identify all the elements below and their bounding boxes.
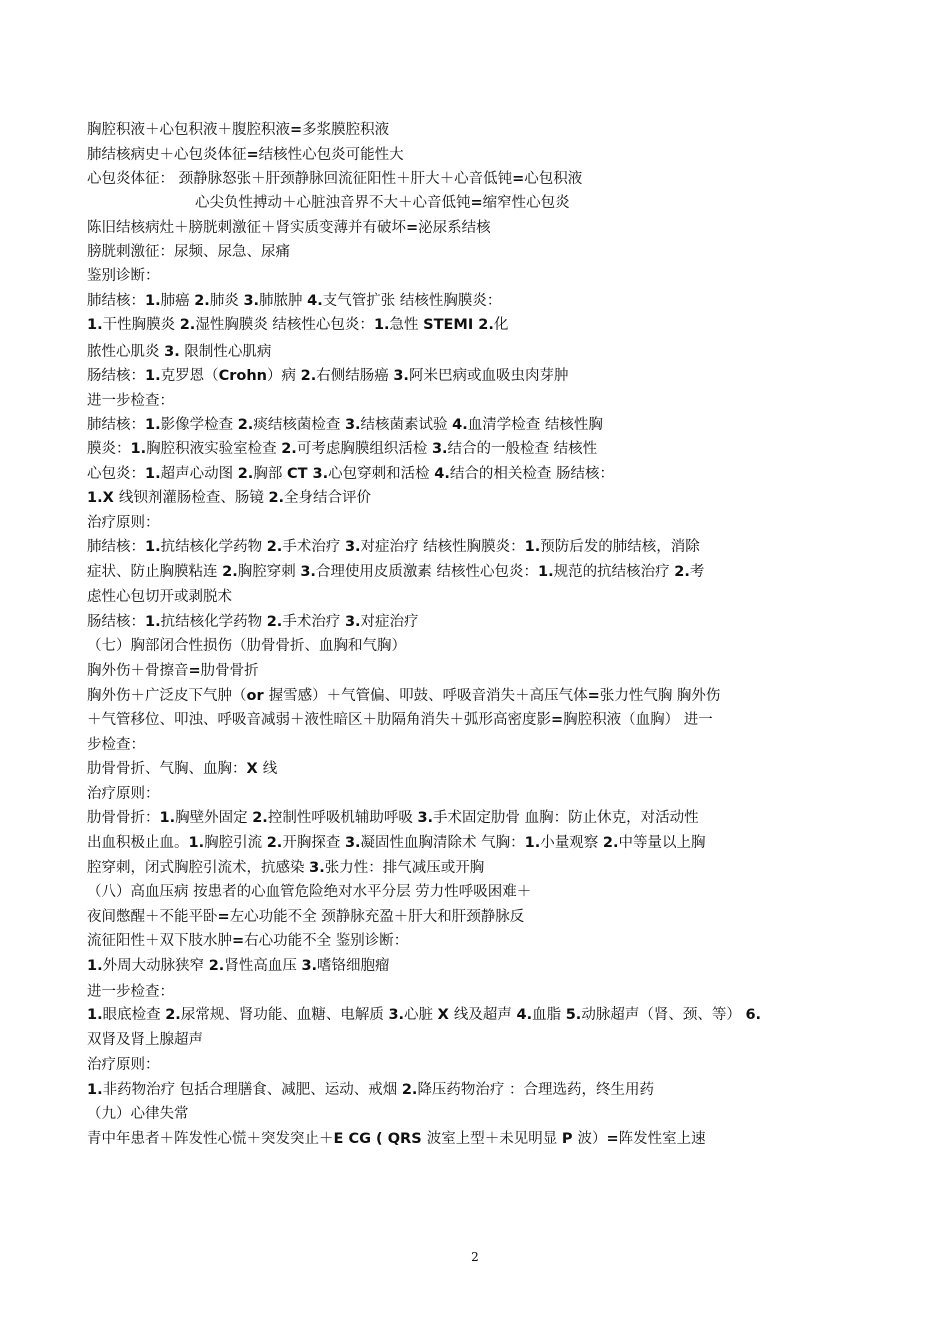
text-segment: 合理使用皮质激素 结核性心包炎： [315,564,539,580]
text-segment: 手术治疗 [282,614,345,630]
text-segment: 腔穿刺，闭式胸腔引流术，抗感染 [87,860,310,876]
text-segment: 心尖负性搏动＋心脏浊音界不大＋心音低钝 [195,195,471,211]
text-segment: 3. [344,417,361,433]
text-segment: 鉴别诊断： [87,268,160,284]
text-line [87,1078,654,1099]
text-segment: 2. [237,466,254,482]
text-segment: 虑性心包切开或剥脱术 [87,589,232,605]
text-segment: 痰结核菌检查 [253,417,345,433]
text-segment: = [217,909,230,925]
text-segment: 1. [188,835,205,851]
text-segment: 考 [689,564,705,580]
text-segment: 2. [300,368,317,384]
text-segment: 线及超声 [453,1007,517,1023]
text-segment: 肋骨骨折、气胸、血胸： [87,761,247,777]
text-segment: 结核性心包炎可能性大 [258,147,404,163]
text-segment: 2. [179,317,196,333]
text-segment: 3. [301,958,318,974]
text-segment: 多浆膜腔积液 [302,122,390,138]
text-segment: 出血积极止血。 [87,835,189,851]
text-segment: 对症治疗 结核性胸膜炎： [360,539,525,555]
text-segment: 3. [309,860,325,876]
text-segment: 2. [237,417,254,433]
text-segment: 1.X [87,490,119,506]
text-segment: 2. [281,441,297,457]
text-segment: P [561,1131,578,1147]
text-segment: 心包炎： [87,466,145,482]
text-segment: 1. [87,317,103,333]
text-segment: X [246,761,263,777]
text-segment: 夜间憋醒＋不能平卧 [87,909,218,925]
text-segment: 心包炎体征： 颈静脉怒张＋肝颈静脉回流征阳性＋肝大＋心音低钝 [87,171,513,187]
text-segment: 结合的相关检查 肠结核： [449,466,614,482]
text-segment: 1. [87,1007,103,1023]
text-segment: 张力性：排气减压或开胸 [324,860,485,876]
text-segment: 1. [87,1082,103,1098]
text-segment: 1. [145,417,161,433]
text-segment: 步检查： [87,737,145,753]
text-segment: 凝固性血胸清除术 气胸： [360,835,525,851]
text-segment: 结核菌素试验 [360,417,453,433]
page-number: 2 [471,1250,479,1264]
text-line [87,856,484,877]
text-segment: 化 [493,317,509,333]
text-segment: 症状、防止胸膜粘连 [87,564,223,580]
text-segment: 脓性心肌炎 [87,344,165,360]
text-segment: 治疗原则： [87,786,160,802]
text-segment: 肺结核： [87,293,145,309]
text-line [87,462,614,483]
text-segment: 4. [307,293,323,309]
text-segment: 干性胸膜炎 [102,317,180,333]
text-line [87,1028,203,1049]
text-segment: 青中年患者＋阵发性心慌＋突发突止＋ [87,1131,334,1147]
text-segment: 肺炎 [209,293,244,309]
text-segment: 影像学检查 [160,417,238,433]
text-segment: 超声心动图 [160,466,238,482]
text-segment: 1. [524,539,541,555]
text-line [87,610,419,631]
text-segment: 阿米巴病或血吸虫肉芽肿 [408,368,569,384]
text-segment: 肺癌 [160,293,195,309]
text-segment: 1. [524,835,541,851]
text-line [87,389,174,410]
text-segment: 手术固定肋骨 血胸：防止休克，对活动性 [433,810,699,826]
text-segment: （九）心律失常 [87,1106,189,1122]
text-segment: 左心功能不全 颈静脉充盈＋肝大和肝颈静脉反 [229,909,525,925]
text-segment: X [437,1007,454,1023]
text-segment: 支气管扩张 结核性胸膜炎： [322,293,502,309]
text-line [87,708,713,729]
text-segment: 3. [300,564,316,580]
text-segment: 抗结核化学药物 [160,539,267,555]
text-segment: 胸腔穿刺 [237,564,301,580]
text-segment: 右心功能不全 鉴别诊断： [244,933,409,949]
text-segment: 治疗原则： [87,515,160,531]
text-line [87,1053,160,1074]
text-segment: 1. [145,293,161,309]
text-segment: 眼底检查 [102,1007,166,1023]
text-segment: ）病 [267,368,301,384]
text-segment: （八）高血压病 按患者的心血管危险绝对水平分层 劳力性呼吸困难＋ [87,884,532,900]
text-line [87,929,408,950]
text-segment: 预防后发的肺结核，消除 [540,539,700,555]
text-line [87,880,531,901]
text-segment: 2. [268,490,285,506]
text-segment: = [551,712,564,728]
text-segment: Crohn [218,368,268,384]
text-segment: 泌尿系结核 [418,220,491,236]
text-segment: 开胸探查 [282,835,345,851]
text-segment: 全身结合评价 [284,490,372,506]
text-segment: E CG ( QRS [333,1131,427,1147]
text-segment: CT 3. [286,466,329,482]
text-segment: 非药物治疗 包括合理膳食、减肥、运动、戒烟 [102,1082,402,1098]
text-segment: 膀胱刺激征：尿频、尿急、尿痛 [87,244,290,260]
text-segment: 胸外伤＋骨擦音 [87,663,189,679]
text-segment: 小量观察 [540,835,603,851]
text-segment: 进一步检查： [87,984,174,1000]
text-line [87,905,524,926]
text-segment: 5. [565,1007,582,1023]
text-line [87,264,160,285]
text-segment: 控制性呼吸机辅助呼吸 [267,810,418,826]
text-segment: 4. [516,1007,533,1023]
text-segment: 1. [145,614,161,630]
text-line [87,782,160,803]
text-segment: 双肾及肾上腺超声 [87,1032,203,1048]
text-segment: = [406,220,419,236]
text-segment: 胸腔积液（血胸） 进一 [563,712,713,728]
text-segment: 张力性气胸 胸外伤 [599,688,721,704]
text-segment: 1. [145,368,161,384]
text-line [87,413,603,434]
text-segment: 中等量以上胸 [618,835,706,851]
text-line [87,143,404,164]
text-segment: 3. [164,344,180,360]
text-segment: 1. [145,539,161,555]
text-line [87,1003,761,1024]
text-segment: （七）胸部闭合性损伤（肋骨骨折、血胸和气胸） [87,638,406,654]
text-segment: 3. [243,293,260,309]
text-segment: 克罗恩（ [160,368,219,384]
text-segment: 2. [208,958,225,974]
text-segment: 血脂 [532,1007,566,1023]
text-segment: = [188,663,201,679]
text-segment: 心包穿刺和活检 [328,466,435,482]
text-segment: 心脏 [404,1007,438,1023]
text-segment: 肺结核： [87,539,145,555]
text-segment: 握雪感）＋气管偏、叩鼓、呼吸音消失＋高压气体 [268,688,588,704]
text-segment: 肺结核： [87,417,145,433]
text-segment: = [606,1131,619,1147]
text-segment: 胸外伤＋广泛皮下气肿（ [87,688,247,704]
text-segment: 2. [252,810,268,826]
text-line [87,806,699,827]
text-line [87,659,259,680]
text-line [87,1127,706,1148]
text-line [87,216,491,237]
text-segment: 肺结核病史＋心包炎体征 [87,147,247,163]
text-segment: 2. [194,293,210,309]
text-line [87,831,705,852]
text-line [87,535,700,556]
text-segment: 2. [266,835,283,851]
text-segment: 流征阳性＋双下肢水肿 [87,933,232,949]
text-segment: 阵发性室上速 [618,1131,706,1147]
text-segment: 2. [602,835,619,851]
text-segment: 血清学检查 结核性胸 [467,417,603,433]
text-segment: 3. [344,614,361,630]
text-segment: STEMI 2. [423,317,494,333]
text-line [87,733,145,754]
text-segment: 抗结核化学药物 [160,614,267,630]
text-segment: 手术治疗 [282,539,345,555]
text-segment: 波室上型＋未见明显 [426,1131,562,1147]
text-segment: = [512,171,525,187]
text-segment: 3. [431,441,448,457]
text-segment: 3. [417,810,434,826]
text-segment: 6. [745,1007,762,1023]
text-line [87,240,290,261]
text-segment: 3. [393,368,409,384]
text-segment: 治疗原则： [87,1057,160,1073]
text-line [87,340,271,361]
text-segment: 2. [674,564,690,580]
text-line [87,437,597,458]
text-segment: 1. [538,564,554,580]
text-segment: 胸腔积液＋心包积液＋腹腔积液 [87,122,290,138]
text-segment: = [232,933,245,949]
text-segment: 2. [401,1082,418,1098]
text-segment: 对症治疗 [360,614,419,630]
text-segment: 1. [159,810,176,826]
text-segment: 波） [577,1131,607,1147]
text-segment: 肠结核： [87,614,145,630]
text-segment: 降压药物治疗 ：合理选药，终生用药 [417,1082,655,1098]
text-segment: 4. [452,417,468,433]
text-segment: 结合的一般检查 结核性 [447,441,598,457]
text-segment: 1. [130,441,147,457]
text-segment: or [246,688,269,704]
text-line [87,757,277,778]
text-line [87,364,568,385]
text-segment: 4. [434,466,450,482]
text-line [87,486,371,507]
text-line [87,585,232,606]
text-segment: 肋骨骨折： [87,810,160,826]
text-segment: 1. [145,466,161,482]
text-segment: 3. [344,835,361,851]
text-segment: 2. [222,564,238,580]
text-segment: 线钡剂灌肠检查、肠镜 [118,490,269,506]
text-segment: 2. [165,1007,181,1023]
text-segment: 线 [262,761,278,777]
text-segment: = [470,195,483,211]
text-line [87,289,501,310]
text-segment: 湿性胸膜炎 结核性心包炎： [195,317,374,333]
text-segment: = [246,147,259,163]
text-segment: 肺脓肿 [259,293,308,309]
text-line [87,118,389,139]
text-segment: 可考虑胸膜组织活检 [296,441,432,457]
text-segment: 肾性高血压 [224,958,302,974]
text-segment: 胸部 [253,466,287,482]
text-segment: 膜炎： [87,441,131,457]
text-line [195,191,570,212]
text-segment: 2. [266,614,283,630]
text-segment: 2. [266,539,283,555]
text-line [87,684,720,705]
text-segment: 急性 [389,317,424,333]
text-segment: 外周大动脉狭窄 [102,958,209,974]
text-segment: 1. [373,317,390,333]
text-segment: 动脉超声（肾、颈、等） [581,1007,746,1023]
text-segment: 限制性心肌病 [179,344,272,360]
text-segment: 3. [388,1007,405,1023]
text-line [87,313,508,334]
text-line [87,167,582,188]
text-segment: 1. [87,958,103,974]
text-segment: 肋骨骨折 [200,663,259,679]
text-segment: = [290,122,303,138]
text-segment: 规范的抗结核治疗 [553,564,675,580]
text-segment: ＋气管移位、叩浊、呼吸音减弱＋液性暗区＋肋隔角消失＋弧形高密度影 [87,712,551,728]
text-line [87,634,406,655]
text-line [87,954,390,975]
text-segment: 进一步检查： [87,393,174,409]
text-segment: 尿常规、肾功能、血糖、电解质 [180,1007,389,1023]
text-segment: 缩窄性心包炎 [482,195,570,211]
text-line [87,980,174,1001]
text-segment: 肠结核： [87,368,145,384]
text-segment: 胸腔引流 [204,835,267,851]
text-segment: 3. [344,539,361,555]
text-segment: 陈旧结核病灶＋膀胱刺激征＋肾实质变薄并有破坏 [87,220,406,236]
text-segment: 嗜铬细胞瘤 [317,958,390,974]
text-segment: = [587,688,600,704]
text-segment: 右侧结肠癌 [316,368,394,384]
text-segment: 胸壁外固定 [175,810,253,826]
text-segment: 心包积液 [524,171,583,187]
text-line [87,1102,189,1123]
text-line [87,560,704,581]
text-line [87,511,160,532]
text-segment: 胸腔积液实验室检查 [146,441,282,457]
